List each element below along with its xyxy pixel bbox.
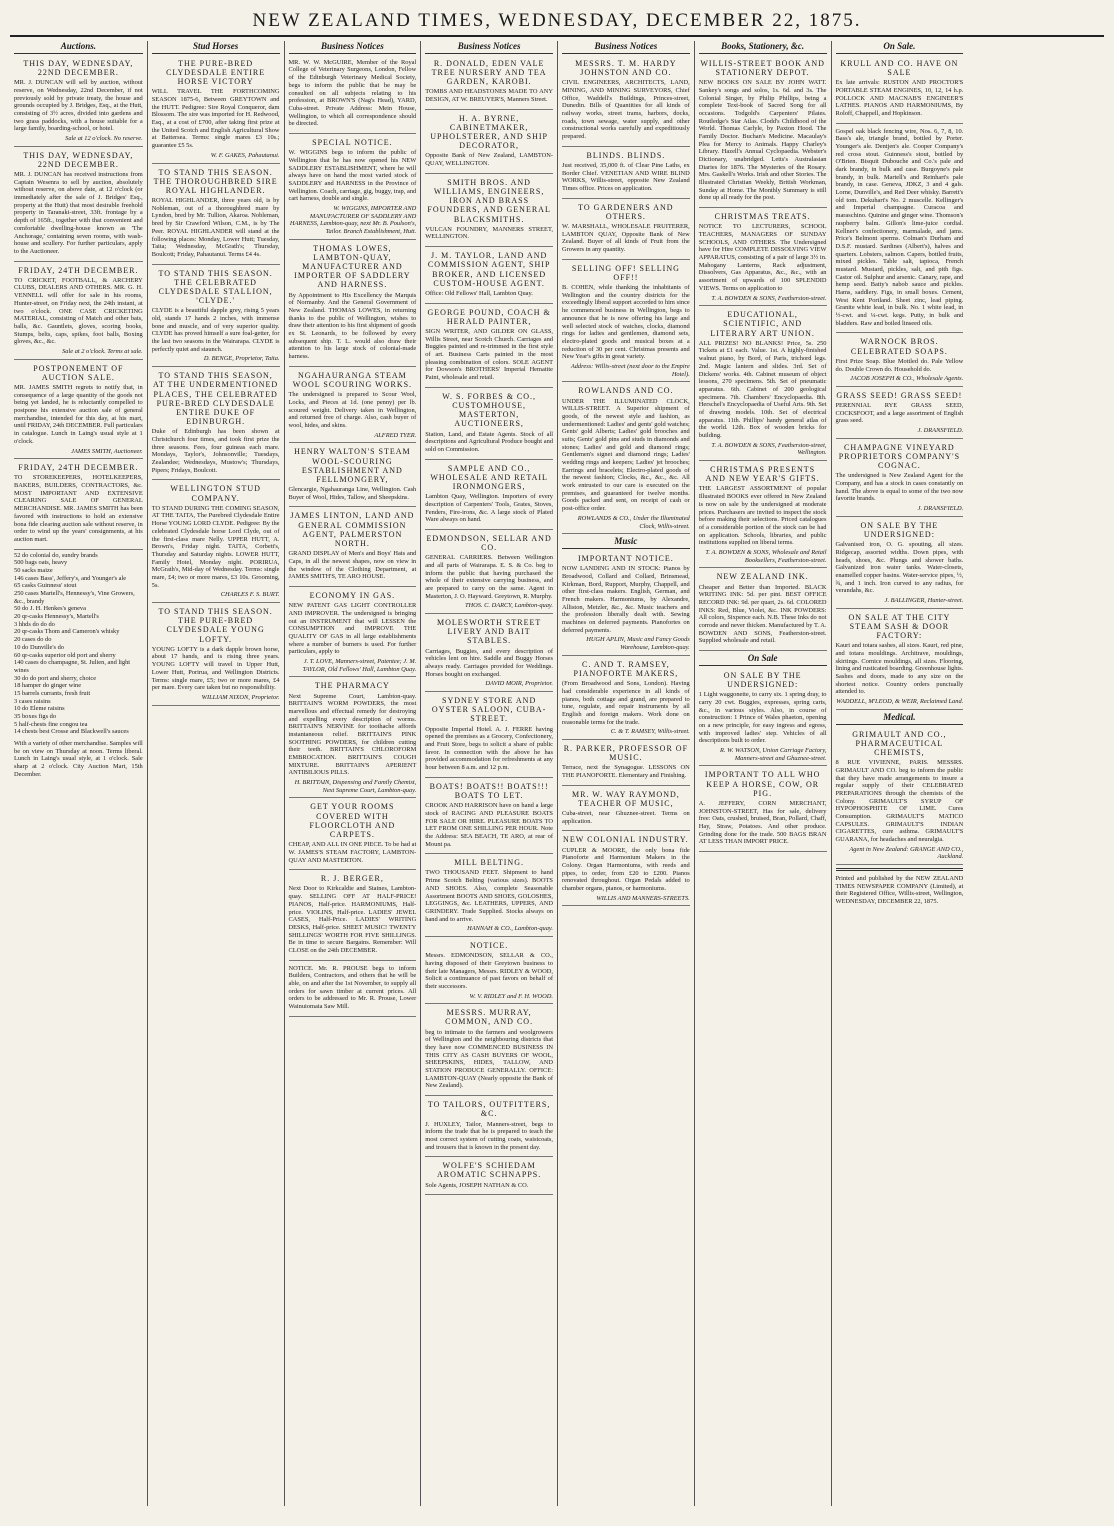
ad-columns [10, 41, 1104, 1506]
list-item: 146 cases Bass', Jeffery's, and Younger's ale [14, 574, 127, 582]
ad-signature: ROWLANDS & CO., Under the Illuminated Clock, Willis-street. [577, 514, 690, 530]
ad-body: Duke of Edinburgh has been shown at Christchurch four times, and took first prize the three seasons. Fees, four guineas each mare. Mondays, Taylor's, Johnsonville; Tuesdays, Zealandee; Wednesdays, Mustow's; Thursdays, Pipers; Fridays, Boulcott. [151, 428, 280, 474]
advertisement [425, 112, 553, 174]
ad-title: TO TAILORS, OUTFITTERS, &C. [427, 1100, 551, 1119]
advertisement [425, 57, 553, 110]
advertisement [562, 788, 690, 832]
ad-title: SELLING OFF! SELLING OFF!! [571, 263, 680, 282]
ad-title: THIS DAY, WEDNESDAY, 22ND DECEMBER. [23, 58, 134, 77]
ad-signature: Sale at 12 o'clock. No reserve. [65, 134, 143, 142]
advertisement [289, 800, 417, 870]
ad-signature: R. W. WATSON, Union Carriage Factory, Manners-street and Ghuznee-street. [720, 747, 827, 762]
ad-signature: Address: Willis-street (next door to the Empire Hotel). [570, 362, 690, 378]
ad-body: Opposite Bank of New Zealand, LAMBTON-QUAY, WELLINGTON. [425, 152, 553, 168]
list-item: 15 barrels currants, fresh fruit [14, 689, 91, 697]
list-item: 500 bags oats, heavy [14, 559, 68, 567]
ad-signature: J. DRANSFIELD. [917, 505, 964, 513]
ad-list [425, 57, 553, 1196]
ad-title: GEORGE POUND, COACH & HERALD PAINTER, [427, 307, 551, 326]
advertisement [152, 369, 280, 480]
ad-body: MR. JAMES SMITH regrets to notify that, in consequence of a large quantity of the goods not being yet landed, he is reluctantly compelled to postpone his extensive auction sale of general merchandise, intended for this day, at his mart, until FRIDAY, 24th DECEMBER. Full particulars in catalogue. Lunch in Laing's usual style at 1 o'clock. [14, 384, 143, 445]
section-header: Stud Horses [152, 41, 280, 54]
ad-body: NOW LANDING AND IN STOCK: Pianos by Broadwood, Collard and Collard, Brinsmead, Kirkman, Bord, Rupport, Murphy, Chappell, and other first-class makers. English, German, and French makers. Harmoniums, by Alexandre, Alliston, Metzler, &c., &c. Music teachers and the profession liberally dealt with. Sewing machines on deferred payments. Pianofortes on deferred payments. [562, 565, 690, 634]
ad-body: Messrs. EDMONDSON, SELLAR & CO., having disposed of their Greytown business to their late Managers, Messrs. RIDLEY & WOOD, Solicit a continuance of past favors on behalf of their successors. [425, 952, 553, 990]
ad-signature: W. F. GAKES, Pahautanui. [210, 151, 280, 159]
advertisement [562, 262, 690, 383]
ad-body: Glencargie, Ngahauranga Line, Wellington. Cash Buyer of Wool, Hides, Tallow, and Sheepskins. [288, 486, 417, 501]
ad-body: The undersigned is prepared to Scour Wool, Locks, and Pieces at 1d. (one penny) per lb. scoured weight. Delivery taken in Wellington, and returned free of charge. Also, cash buyer of wool, hides, and skins. [288, 391, 417, 429]
ad-body: PERENNIAL RYE GRASS SEED, COCKSFOOT, and a large assortment of English grass seed. [835, 402, 964, 425]
advertisement [425, 694, 553, 778]
ad-body: Terrace, next the Synagogue. LESSONS ON THE PIANOFORTE. Elementary and Finishing. [562, 764, 690, 780]
advertisement [836, 57, 964, 124]
advertisement [425, 176, 553, 247]
ad-list [699, 57, 827, 852]
ad-list [836, 57, 964, 865]
ad-title: CHRISTMAS TREATS. [714, 212, 811, 222]
ad-body: First Prize Soap. Blue Mottled do. Pale Yellow do. Double Crown do. Household do. [835, 357, 964, 373]
ad-title: EDUCATIONAL, SCIENTIFIC, AND LITERARY ART UNION. [710, 310, 815, 338]
advertisement [289, 136, 417, 240]
ad-list [14, 57, 143, 550]
ad-title: THE PURE-BRED CLYDESDALE ENTIRE HORSE VICTORY [166, 58, 266, 87]
advertisement [425, 856, 553, 937]
ad-body: CROOK AND HARRISON have on hand a large stock of RACING AND PLEASURE BOATS FOR SALE OR HIRE. PLEASURE BOATS TO LET FROM ONE SHILLING PER HOUR. Note the Address: SEA BEACH, TE ARO, at rear of Mount pa. [425, 802, 553, 848]
auction-footer: With a variety of other merchandise. Samples will be on view on Thursday at noon. Terms liberal. Lunch in Laing's usual style, at 1 o'clock. Sale sharp at 2 o'clock. City Auction Mart, 15th December. [14, 740, 143, 778]
music-header: Music [562, 536, 690, 549]
advertisement [289, 872, 417, 960]
ad-title: WILLIS-STREET BOOK AND STATIONERY DEPOT. [700, 58, 825, 77]
ad-body: B. COHEN, while thanking the inhabitants of Wellington and the country districts for the exceedingly liberal support accorded to him since he commenced business in Wellington, begs to announce that he is now offering his large and well selected stock of watches, clocks, diamond rings for ladies and gentlemen, diamond sets, electro-plated goods and musical boxes at a reduction of 30 per cent. Christmas presents and New Year's gifts in great variety. [562, 284, 690, 361]
ad-title: NGAHAURANGA STEAM WOOL SCOURING WORKS. [292, 370, 413, 390]
advertisement [289, 369, 417, 444]
ad-body: MR. J. DUNCAN has received instructions from Captain Wesenra to sell by auction, absolutely without reserve, on above date, at 12 o'clock (or immediately after the sale of J. Bridges' Esq., property at the Hutt) that most desirable freehold property in Taranaki-street, 33ft. frontage by a depth of 165ft., together with that convenient and comfortable dwelling-house known as 'The Anchorage,' containing seven rooms, with wash-house and scullery. For further particulars, apply to the Auctioneer. [14, 171, 143, 255]
section-header: Business Notices [289, 41, 417, 54]
ad-title: BLINDS. BLINDS. [586, 150, 666, 160]
ad-body: 1 Light waggonette, to carry six. 1 spring dray, to carry 20 cwt. Buggies, expresses, spring carts, &c., in various styles. Also, in course of construction: 1 Prince of Wales phaeton, opening on a new principle, for easy ingress and egress, with improved ladies' step. Vehicles of all descriptions built to order. [698, 691, 827, 745]
newspaper-page [10, 8, 1104, 1508]
ad-list [562, 57, 690, 907]
ad-signature: JAMES SMITH, Auctioneer. [71, 447, 143, 455]
ad-title: TO STAND THIS SEASON. THE PURE-BRED CLYDESDALE YOUNG LOFTY. [158, 607, 273, 644]
advertisement [562, 552, 690, 656]
advertisement [289, 589, 417, 677]
ad-title: WOLFE'S SCHIEDAM AROMATIC SCHNAPPS. [437, 1161, 542, 1180]
ad-signature: H. BRITTAIN, Dispensing and Family Chemist, Next Supreme Court, Lambton-quay. [294, 779, 417, 794]
ad-list [152, 57, 280, 706]
ad-body: ROYAL HIGHLANDER, three years old, is by Nobleman, out of a thoroughbred mare by Lyndon, bred by Mr. Tullion, Akaroa. Nobleman, bred by Sir Crawford Wilson, C.M., is by The Peer. ROYAL HIGHLANDER will stand at the following places: Monday, Lower Hutt; Tuesday, Taita; Wednesday, McGrath's; Thursday, Boulcott; Friday, Pahautanui. Terms £4 4s. [151, 197, 280, 258]
section-header: Business Notices [425, 41, 553, 54]
ad-title: NOTICE. [469, 940, 509, 950]
imprint: Printed and published by the NEW ZEALAND TIMES NEWSPAPER COMPANY (Limited), at their Registered Office, Willis-street, Wellington, WEDNESDAY, DECEMBER 22, 1875. [835, 875, 964, 906]
section-header: Business Notices [562, 41, 690, 54]
ad-title: GRASS SEED! GRASS SEED! [836, 390, 963, 400]
ad-body: NEW PATENT GAS LIGHT CONTROLLER AND IMPROVER. The undersigned is bringing out an INSTRUMENT that will LESSEN the CONSUMPTION and IMPROVE THE QUALITY OF GAS in all large establishments where a number of burners is used. For further particulars, apply to [288, 602, 417, 656]
ad-signature: J. T. LOVE, Manners-street, Patentee; J. M. TAYLOR, Old Fellows' Hall, Lambton Quay. [302, 657, 417, 673]
advertisement [562, 742, 690, 786]
ad-title: GRIMAULT AND CO., PHARMACEUTICAL CHEMISTS, [852, 729, 947, 757]
ad-title: ON SALE AT THE CITY STEAM SASH & DOOR FACTORY: [848, 612, 951, 641]
ad-body: Office: Old Fellows' Hall, Lambton Quay. [425, 289, 533, 297]
ad-title: MESSRS. MURRAY, COMMON, AND CO. [445, 1008, 534, 1027]
ad-signature: HANNAH & CO., Lambton-quay. [467, 925, 553, 933]
ad-signature: CHARLES F. S. BURT. [220, 591, 280, 599]
advertisement [425, 1098, 553, 1157]
ad-title: FRIDAY, 24TH DECEMBER. [18, 463, 139, 473]
ad-body: Just received, 35,000 ft. of Clear Pine Laths, ex Border Chief. VENETIAN AND WIRE BLIND WORKS, Willis-street, opposite New Zealand Times office. Prices on application. [562, 161, 690, 192]
ad-body: Opposite Imperial Hotel. A. J. FERRE having opened the premises as a Grocery, Confectionery, and Fruit Store, begs to solicit a share of public favor. In connection with the above he has provided accommodation for refreshments at any hour between 8 a.m. and 12 p.m. [425, 725, 553, 772]
ad-signature: HUGH APLIN, Music and Fancy Goods Warehouse, Lambton-quay. [586, 636, 690, 652]
ad-body: Sole Agents, JOSEPH NATHAN & CO. [425, 1181, 529, 1189]
advertisement [425, 306, 553, 388]
column-auctions [10, 41, 147, 1506]
ad-title: EDMONDSON, SELLAR AND CO. [426, 533, 552, 553]
advertisement [425, 780, 553, 855]
ad-body: MR. J. DUNCAN will sell by auction, without reserve, on Wednesday, 22nd December, if not previously sold by private treaty, the house and grounds occupied by J. Bridges, Esq., at the Hutt, consisting of 3½ acres, divided into gardens and two grass paddocks, with a house suitable for a large family, boarding-school, or hotel. [14, 79, 143, 133]
ad-title: ROWLANDS AND CO. [578, 386, 674, 396]
ad-body: GRAND DISPLAY of Men's and Boys' Hats and Caps, in all the newest shapes, now on view in the window of the Clothing Department, at JAMES SMITH'S, TE ARO HOUSE. [288, 550, 417, 581]
ad-signature: W. V. RIDLEY and F. H. WOOD. [469, 992, 553, 1000]
ad-title: MILL BELTING. [454, 858, 524, 868]
advertisement [699, 768, 827, 852]
advertisement [836, 335, 964, 386]
ad-body: The undersigned is New Zealand Agent for the Company, and has a stock in cases constantly on hand. The above is equal to some of the two now favorite brands. [835, 472, 964, 503]
list-item: 18 hamper do ginger wine [14, 682, 82, 690]
ad-title: MR. W. WAY RAYMOND, TEACHER OF MUSIC, [571, 789, 680, 808]
ad-title: THE PHARMACY [314, 681, 390, 691]
ad-signature: Agent in New Zealand: GRANGE AND CO., Auckland. [849, 845, 964, 861]
advertisement [425, 1006, 553, 1096]
section-header: Books, Stationery, &c. [699, 41, 827, 54]
ad-body: NEW BOOKS ON SALE BY JOHN WATT. Sankey's songs and solos, 1s. 6d. and 3s. The Colonial Singer, by Philip Phillips, being a complete Text-book of Sacred Song for all occasions. Todgold's Carpenters' Pilates. Routledge's Star Atlas. Clodd's Childhood of the World. Thomas Carlyle, by Paxton Hood. The Family Doctor. Buchan's Medicine. Macaulay's Plea for Mercy to Animals. Happy Charley's Library. Hazell's Annual Cyclopaedia. Webster's Dictionary, unabridged. Letts's Australasian Diaries for 1876. The Mysteries of the Rosary. Mrs. Gaskell's Works. Irish and other Stories. The Illustrated Christian Weekly, British Workman, Sunday at Home. The Monthly Summary is still done up all ready for the post. [698, 79, 827, 202]
section-header: Auctions. [14, 41, 143, 54]
ad-body: YOUNG LOFTY is a dark dapple brown horse, about 17 hands, and is rising three years. YOUNG LOFTY will travel in Upper Hutt, Lower Hutt, Porirua, and Wellington Districts. Terms: single mare, £5; two or more mares, £4 per mare. Every care taken but no responsibility. [151, 645, 280, 692]
ad-title: ON SALE BY THE UNDERSIGNED: [723, 670, 802, 690]
ad-body: Kauri and totara sashes, all sizes. Kauri, red pine, and totara mouldings. Architrave, mouldings, skirtings. Cornice mouldings, all sizes. Flooring, lining and rusticated boarding. Greenhouse lights. Sashes and doors, made to any size on the shortest notice. Country orders punctually attended to. [835, 642, 964, 696]
advertisement [699, 57, 827, 208]
list-item: 50 do J. H. Henkes's geneva [14, 605, 86, 613]
advertisement [152, 267, 280, 368]
ad-body: Station, Land, and Estate Agents. Stock of all descriptions and Agricultural Produce bought and sold on Commission. [425, 430, 553, 453]
advertisement [562, 658, 690, 740]
ad-title: CHAMPAGNE VINEYARD PROPRIETORS COMPANY'S COGNAC. [838, 442, 961, 471]
list-item: 250 cases Martell's, Hennessy's, Vine Growers, &c., brandy [14, 590, 135, 605]
advertisement [14, 57, 143, 147]
ad-title: TO GARDENERS AND OTHERS. [578, 202, 674, 221]
column-on-sale [831, 41, 968, 1506]
ad-title: SYDNEY STORE AND OYSTER SALOON, CUBA-STREET. [431, 696, 547, 724]
list-item: 65 casks Guinness' stout [14, 582, 77, 590]
ad-title: TO STAND THIS SEASON, AT THE UNDERMENTIONED PLACES, THE CELEBRATED PURE-BRED CLYDESDALE ENTIRE DUKE OF EDINBURGH. [153, 371, 279, 427]
list-item: 30 do do port and sherry, choice [14, 674, 97, 682]
column-business-notices-2 [420, 41, 557, 1506]
advertisement [562, 149, 690, 199]
ad-title: IMPORTANT NOTICE. [578, 554, 674, 564]
advertisement [425, 616, 553, 692]
ad-signature: WILLIAM NIXON, Proprietor. [201, 693, 280, 701]
list-item: 50 sacks maize [14, 566, 53, 574]
ad-body: TO STOREKEEPERS, HOTELKEEPERS, BAKERS, BUILDERS, CONTRACTORS, &c. MOST IMPORTANT AND EXTENSIVE CLEARING SALE OF GENERAL MERCHANDISE. MR. JAMES SMITH has been favored with instructions to hold an extensive bona fide clearing auction sale without reserve, in order to wind up the years' consignments, at his auction mart. [14, 474, 143, 543]
ad-body: Lambton Quay, Wellington. Importers of every description of Carpenters' Tools, Grates, Stoves, Fenders, Fire-irons, &c. A large stock of Plated Ware always on hand. [425, 493, 553, 524]
advertisement [425, 390, 553, 460]
advertisement [152, 166, 280, 265]
advertisement [425, 532, 553, 614]
advertisement [836, 519, 964, 609]
ad-body: W. WIGGINS begs to inform the public of Wellington that he has now opened his NEW SADDLERY ESTABLISHMENT, where he will always have on hand the most varied stock of SADDLERY and HARNESS in the Province of Wellington. Coach, carriage, gig, buggy, trap, and cart harness, double and single. [288, 149, 417, 203]
ad-title: NEW COLONIAL INDUSTRY. [563, 835, 689, 845]
ad-signature: T. A. BOWDEN & SONS, Featherston-street. [711, 294, 827, 302]
advertisement [699, 463, 827, 568]
list-item: 10 do Eleme raisins [14, 705, 65, 713]
advertisement [289, 509, 417, 587]
ad-signature: W. WIGGINS, IMPORTER AND MANUFACTURER OF SADDLERY AND HARNESS, Lambton-quay, next Mr. B. Poulson's, Tailor. Branch Establishment, Hutt. [289, 204, 417, 236]
advertisement [562, 384, 690, 534]
ad-title: KRULL AND CO. HAVE ON SALE [840, 58, 959, 77]
ad-body: Ex late arrivals: RUSTON AND PROCTOR'S PORTABLE STEAM ENGINES, 10, 12, 14 h.p. POLLOCK AND MACNAB'S ENGINEER'S LATHES. PIANOS AND HARMONIUMS, By Roloff, Chappell, and Hopkinson. [835, 79, 964, 117]
ad-body: CIVIL ENGINEERS, ARCHITECTS, LAND, MINING, AND MINING SURVEYORS, Chief Office, Waddell's Buildings, Princes-street, Dunedin. Bills of Quantities for all kinds of railway works, street trams, harbors, docks, roads, town sewage, water supply, and other constructional works carefully and expeditiously prepared. [562, 79, 690, 140]
ad-body: 8 RUE VIVIENNE, PARIS. MESSRS. GRIMAULT AND CO. beg to inform the public that they have made arrangements to insure a regular supply of their CELEBRATED PREPARATIONS through the chemists of the Colony. GRIMAULT'S SYRUP OF HYPOPHOSPHITE OF LIME. Cures Consumption. GRIMAULT'S MATICO CAPSULES. GRIMAULT'S INDIAN CIGARETTES, cure asthma. GRIMAULT'S GUARANA, for headaches and neuralgia. [835, 759, 964, 844]
advertisement [562, 833, 690, 906]
advertisement [836, 611, 964, 710]
ad-signature: Sale at 2 o'clock. Terms at sale. [62, 347, 143, 355]
advertisement [289, 445, 417, 507]
ad-signature: C. & T. RAMSEY, Willis-street. [610, 728, 690, 736]
masthead: NEW ZEALAND TIMES, WEDNESDAY, DECEMBER 22, 1875. [10, 8, 1104, 37]
column-stud-horses [147, 41, 284, 1506]
ad-body: NOTICE TO LECTURERS, SCHOOL TEACHERS, MANAGERS OF SUNDAY SCHOOLS, AND OTHERS. The Undersigned have for Hire COMPLETE DISSOLVING VIEW APPARATUS, consisting of a pair of large 3½ in. Mahogany Lanterns, Rack adjustment, Dissolvers, Gas Apparatus, &c., &c., with an assortment of upwards of 100 SPLENDID VIEWS. Terms on application to [698, 223, 827, 292]
list-item: 5 half-chests fine congou tea [14, 720, 88, 728]
ad-body: Next Door to Kirkcaldie and Staines, Lambton-quay. SELLING OFF AT HALF-PRICE! PIANOS, Half-price. HARMONIUMS, Half-price. VIOLINS, Half-price. LADIES' JEWEL CASES, Half-Price. LADIES' WRITING DESKS, Half-price. SHEET MUSIC! TWENTY SHILLINGS' WORTH FOR FIVE SHILLINGS. Be in time to secure Bargains. Remember: Will CLOSE on the 24th DECEMBER. [288, 885, 417, 954]
advertisement [14, 362, 143, 460]
ad-signature: THOS. C. DARCY, Lambton-quay. [464, 602, 553, 610]
ad-title: GET YOUR ROOMS COVERED WITH FLOORCLOTH AND CARPETS. [309, 802, 396, 840]
ad-body: Cuba-street, near Ghuznee-street. Terms on application. [562, 810, 690, 825]
advertisement [152, 605, 280, 706]
ad-list [289, 57, 417, 1017]
ad-title: FRIDAY, 24TH DECEMBER. [18, 265, 139, 275]
ad-title: WARNOCK BROS. CELEBRATED SOAPS. [850, 337, 948, 356]
ad-signature: DAVID MOIR, Proprietor. [485, 680, 553, 688]
column-books-stationery [694, 41, 831, 1506]
ad-signature: J. BALLINGER, Hunter-street. [884, 597, 964, 605]
advertisement [699, 308, 827, 461]
ad-body: TO CRICKET, FOOTBALL, & ARCHERY CLUBS, DEALERS AND OTHERS. MR. G. H. VENNELL will offer for sale in his rooms, Hunter-street, on Friday next, the 24th instant, at two o'clock. ONE CASE CRICKETING MATERIAL, consisting of Match and other bats, balls, &c. Gauntlets, gloves, scoring books, Stumps, belts, caps, spikes, foot balls, Boxing gloves, &c., &c. [14, 276, 143, 346]
ad-body: CLYDE is a beautiful dapple grey, rising 5 years old, stands 17 hands 2 inches, with immense bone and muscle, and of very superior quality. CLYDE has proved himself a sure foal-getter, for the last two seasons in the Wairarapa. CLYDE is perfectly quiet and staunch. [151, 307, 280, 353]
list-item: 140 cases do champagne, St. Julien, and light wines [14, 659, 131, 674]
ad-title: SMITH BROS. AND WILLIAMS, ENGINEERS, IRON AND BRASS FOUNDERS, AND GENERAL BLACKSMITHS. [427, 177, 551, 224]
ad-body: SIGN WRITER, AND GILDER ON GLASS, Willis Street, near Scotch Church. Carriages and Buggies painted and re-trimmed in the first style of art. Business Carts painted in the most pleasing combination of colors. SOLE AGENT for Dowson's BROTHERS' Imperial Hematite Paint, wholesale and retail. [425, 327, 553, 382]
advertisement [836, 389, 964, 439]
advertisement [425, 462, 553, 530]
ad-title: IMPORTANT TO ALL WHO KEEP A HORSE, COW, OR PIG. [704, 770, 821, 798]
ad-body: THE LARGEST ASSORTMENT of popular Illustrated BOOKS ever offered in New Zealand is now on sale by the undersigned at moderate prices. Purchasers are invited to inspect the stock before making their selections. Priced catalogues of a considerable portion of the stock can be had on application. Schools, libraries, and public institutions supplied on liberal terms. [698, 485, 827, 547]
ad-title: R. PARKER, PROFESSOR OF MUSIC. [563, 743, 689, 763]
ad-body: NOTICE. Mr. R. PROUSE begs to inform Builders, Contractors, and others that he will be able, on and after the 1st November, to supply all orders for sawn timber at current prices. All orders to be addressed to Mr. R. Prouse, Lower Wainuiomata Saw Mill. [288, 964, 417, 1011]
list-item: 35 boxes figs do [14, 713, 57, 721]
advertisement [425, 939, 553, 1004]
ad-title: SAMPLE AND CO., WHOLESALE AND RETAIL IRONMONGERS, [430, 463, 548, 491]
section-header: On Sale. [836, 41, 964, 54]
ad-signature: JACOB JOSEPH & CO., Wholesale Agents. [850, 375, 964, 383]
ad-body: By Appointment to His Excellency the Marquis of Normanby. And the General Government of New Zealand. THOMAS LOWES, in returning thanks to the public of Wellington, wishes to draw their attention to his first shipment of goods ex St. Leonards, to be followed by every subsequent ship. T. L. would also draw their attention to his large stock of colonial-made harness. [288, 291, 417, 361]
ad-signature: T. A. BOWDEN & SONS, Featherston-street, Wellington. [711, 441, 827, 457]
ad-body: (From Broadwood and Sons, London). Having had considerable experience in all kinds of pianos, both cottage and grand, are prepared to tune, regulate, and repair instruments by all English and foreign makers. Work done on reasonable terms for the trade. [562, 680, 690, 726]
ad-title: POSTPONEMENT OF AUCTION SALE. [33, 363, 124, 382]
ad-body: CUPLER & MOORE, the only bona fide Pianoforte and Harmonium Makers in the Colony. Organ Harmoniums, with reeds and pipes, to order, from £20 to £200. Pianos renovated throughout. Organ Pedals added to chamber organs, pianos, or harmoniums. [562, 846, 690, 893]
ad-title: CHRISTMAS PRESENTS AND NEW YEAR'S GIFTS. [705, 465, 820, 484]
ad-signature: ALFRED TYER. [374, 431, 417, 439]
ad-body: W. MARSHALL, WHOLESALE FRUITERER, LAMBTON QUAY, Opposite Bank of New Zealand. Buyer of all kinds of Fruit from the Growers in any quantity. [562, 222, 690, 254]
advertisement [289, 679, 417, 798]
advertisement [425, 249, 553, 303]
ad-signature: T. A. BOWDEN & SONS, Wholesale and Retail Booksellers, Featherston-street. [705, 548, 827, 564]
ad-signature: WADDELL, M'LEOD, & WEIR, Reclaimed Land. [836, 698, 964, 706]
list-item: 14 chests best Crosse and Blackwell's sauces [14, 728, 129, 736]
list-item: 52 do colonial do, sundry brands [14, 551, 98, 559]
ad-title: BOATS! BOATS!! BOATS!!! BOATS TO LET. [429, 781, 549, 800]
advertisement [14, 149, 143, 262]
list-item: 20 cases do do [14, 636, 52, 644]
ad-signature: D. BENGE, Proprietor, Taita. [203, 355, 280, 363]
ad-title: C. AND T. RAMSEY, PIANOFORTE MAKERS, [573, 659, 679, 678]
ad-body: CHEAP, AND ALL IN ONE PIECE. To be had at W. JAMES'S STEAM FACTORY, LAMBTON-QUAY AND MASTERTON. [288, 841, 417, 864]
ad-body: Galvanised iron, O. G. spouting, all sizes. Ridgecap, assorted widths. Down pipes, with heads, shoes, &c. Plungs and shower baths. Galvanized iron water tanks. Water-closets, enamelled copper basins. Water-service pipes, ½, ¾, and 1 inch. Iron curved to any radius, for verandahs, &c. [835, 541, 964, 595]
advertisement [699, 570, 827, 651]
ad-title: HENRY WALTON'S STEAM WOOL-SCOURING ESTABLISHMENT AND FELLMONGERY, [294, 447, 411, 484]
advertisement [836, 728, 964, 866]
ad-body: UNDER THE ILLUMINATED CLOCK, WILLIS-STREET. A Superior shipment of goods, of the newest style and fashion, as undermentioned: Ladies' and gents' gold watches; Gents' gold Alberts; Ladies' gold brooches and suits; Gents' gold pins and studs in diamonds and stones; Ladies' and gold and diamond rings; Gentlemen's signet and diamond rings; Ladies' wedding rings and keepers; Ladies' jet brooches; Earrings and bracelets; Electro-plated goods of the newest fashion; Clocks, &c., &c., &c. All work entrusted to our care is executed on the premises, and guaranteed for twelve months. Goods packed and sent, on receipt of cash or post-office order. [562, 397, 690, 513]
ad-body: ALL PRIZES! NO BLANKS! Price, 5s. 250 Tickets at £1 each. Value. 1st. A highly-finished walnut piano, by Bord, of Paris, trichord legs. 2nd. Magic lantern and slides. 3rd. Set of Dickens' works. 4th. Cabinet museum of object lessons, 270 specimens. 5th. Set of pneumatic apparatus. 6th. Cabinet of 200 geological specimens. 7th. Chambers' Encyclopaedia. 8th. Herschel's Encyclopaedia of Useful Arts. 9th. Set of drawing models. 10th. Set of electrical apparatus. 11th. Phillips' handy general atlas of the world. 12th. Box of wooden bricks for building. [698, 339, 827, 440]
advertisement [699, 669, 827, 767]
medical-header: Medical. [836, 712, 964, 725]
ad-body: VULCAN FOUNDRY, MANNERS STREET, WELLINGTON. [425, 225, 553, 241]
ad-title: J. M. TAYLOR, LAND AND COMMISSION AGENT, SHIP BROKER, AND LICENSED CUSTOM-HOUSE AGENT. [427, 251, 551, 288]
ad-title: R. J. BERGER, [320, 874, 384, 884]
ad-title: TO STAND THIS SEASON. THE THOROUGHBRED SIRE ROYAL HIGHLANDER. [153, 167, 278, 195]
ad-body: GENERAL CARRIERS. Between Wellington and all parts of Wairarapa. E. S. & Co. beg to inform the public that having purchased the whole of their extensive carrying business, and are prepared to carry on the same. Agent in Masterton, J. O. Hayward. Greytown, R. Murphy. [425, 554, 553, 600]
advertisement [152, 482, 280, 603]
ad-body: J. HUXLEY, Tailor, Manners-street, begs to inform the trade that he is prepared to teach the most correct system of cutting coats, waistcoats, and trousers that is known in the present day. [425, 1120, 553, 1151]
list-item: 20 qr-casks Thom and Cameron's whisky [14, 628, 120, 636]
advertisement [836, 126, 964, 334]
ad-body: beg to intimate to the farmers and woolgrowers of Wellington and the neighbouring districts that they have now COMMENCED BUSINESS IN THIS CITY AS CASH BUYERS OF WOOL, SHEEPSKINS, HIDES, TALLOW, AND STATION PRODUCE GENERALLY. OFFICE: LAMBTON-QUAY (Nearly opposite the Bank of New Zealand). [425, 1028, 553, 1090]
ad-body: Gospel oak black fencing wire, Nos. 6, 7, 8, 10. Bass's ale, triangle brand, bottled by Porter. Younger's ale. Dentjen's ale. Cooper Company's red cross stout. Guinness's stout, bottled by O'Brien. Bisquit Dubouche and Co.'s pale and dark brandy, in bulk and case. Burgoyne's pale brandy, in bulk. Martell's and Reinhart's pale brandy, in case. Geneva, JDKZ, 3 and 4 gals. Lorne, Dunville's, and Red Deer whisky. Barrett's old tom. Dekuhart's No. 2 muscelle. Kellinger's and Imperial champagne. Curacoa and maraschino. Quinine and ginger wine. Thomson's raspberry balm. Gillon's lime-juice cordial. Kellner's confectionery, marmalade, and jams. Price's Belmont sperms. Colman's Durham and D.S.F. mustard. Sardines (Albert's), halves and quarters. Lobsters, salmon. Capers, bottled fruits, mixed pickles. Table salt, tapioca, French mustard. Mustard, pickles, salt, and pith figs. Castor oil. Sulphur and arsenic. Canary, rape, and hemp seed. Batty's nabob sauce and pickles. Hams, saddlery. Figs, in small boxes. Cement, West Kent Portland. Sheet zinc, lead piping. Granite white lead, in bulk. No. 1 white lead, in ½-cwt. and ¼-cwt. kegs. Putty, in bulk and bladders. Raw and boiled linseed oils. [835, 127, 964, 327]
ad-title: THOMAS LOWES, LAMBTON-QUAY, MANUFACTURER AND IMPORTER OF SADDLERY AND HARNESS. [294, 243, 411, 290]
list-item: 20 qr-casks Hennessy's, Martell's [14, 613, 99, 621]
advertisement [14, 461, 143, 549]
ad-title: WELLINGTON STUD COMPANY. [170, 484, 261, 503]
advertisement [562, 57, 690, 147]
ad-title: ON SALE BY THE UNDERSIGNED: [860, 520, 939, 540]
ad-title: H. A. BYRNE, CABINETMAKER, UPHOLSTERER, AND SHIP DECORATOR, [430, 113, 548, 151]
ad-body: MR. W. W. McGUIRE, Member of the Royal College of Veterinary Surgeons, London, Fellow of the Edinburgh Veterinary Medical Society, begs to inform the public that he may be consulted on all subjects relating to his profession, at BROWN'S (Nag's Head), YARD, Cuba-street. Private Address: Mein House, Wellington, to which all correspondence should be directed. [288, 58, 417, 128]
ad-title: MESSRS. T. M. HARDY JOHNSTON AND CO. [575, 58, 677, 77]
advertisement [289, 242, 417, 367]
ad-body: A. JEFFERY, CORN MERCHANT, JOHNSTON-STREET, Has for sale, delivery free: Oats, crushed, bruised, Bran, Pollard, Chaff, Hay, Straw, Potatoes. And other produce. Grinding done for the trade. 500 BAGS BRAN AT LESS THAN IMPORT PRICE. [698, 799, 827, 846]
ad-body: Carriages, Buggies, and every description of vehicles lent on hire. Saddle and Buggy Horses always ready. Carriages provided for Weddings. Horses bought on exchanged. [425, 647, 553, 678]
ad-title: NEW ZEALAND INK. [716, 572, 809, 582]
merchandise-list [14, 552, 143, 737]
ad-title: ECONOMY IN GAS. [309, 590, 396, 600]
list-item: 3 hhds do do do [14, 620, 55, 628]
on-sale-header: On Sale [699, 653, 827, 666]
advertisement [152, 57, 280, 164]
list-item: 3 cases raisins [14, 697, 51, 705]
ad-title: W. S. FORBES & CO., CUSTOMHOUSE, MASTERTON, AUCTIONEERS, [442, 391, 537, 429]
ad-signature: WILLIS AND MANNERS-STREETS. [596, 894, 690, 902]
list-item: 10 do Dunville's do [14, 643, 64, 651]
ad-title: THIS DAY, WEDNESDAY, 22ND DECEMBER. [23, 150, 134, 169]
advertisement [14, 264, 143, 360]
ad-title: JAMES LINTON, LAND AND GENERAL COMMISSION AGENT, PALMERSTON NORTH. [290, 511, 415, 549]
ad-body: Next Supreme Court, Lambton-quay. BRITTAIN'S WORM POWDERS, the most marvellous and effectual remedy for destroying and expelling every description of worms. BRITTAIN'S NERVINE for toothache affords instantaneous relief. BRITTAIN'S PINK SOOTHING POWDERS, for children cutting their teeth. BRITTAIN'S CHLOROFORM EMBROCATION. BRITTAIN'S COUGH MIXTURE. BRITTAIN'S APERIENT ANTIBILIOUS PILLS. [288, 692, 417, 777]
advertisement [699, 210, 827, 306]
ad-body: WILL TRAVEL THE FORTHCOMING SEASON 1875-6, Between GREYTOWN and the HUTT. Pedigree: Sire Royal Conqueror, dam Blossom. The sire was imported for H. Redwood, Esq., at a cost of £700, after taking first prize at the United Scotch and English Agricultural Show at Battersea. Terms: single mares £3 10s.; guarantee £5 5s. [151, 88, 280, 150]
divider [836, 868, 964, 871]
ad-title: TO STAND THIS SEASON. THE CELEBRATED CLYDESDALE STALLION, 'CLYDE.' [158, 268, 273, 306]
ad-title: MOLESWORTH STREET LIVERY AND BAIT STABLES. [436, 618, 542, 646]
ad-title: SPECIAL NOTICE. [312, 137, 393, 147]
ad-body: Cheaper and Better than Imported. BLACK WRITING INK: 5d. per pint. BEST OFFICE RECORD INK: 9d. per quart, 2s. 6d. COLORED INKS: Red, Blue, Violet, &c. INK POWDERS: All colors, Sixpence each. N.B. These Inks do not corrode and never thicken. Manufactured by T. A. BOWDEN AND SONS, Featherston-street. Supplied wholesale and retail. [698, 583, 827, 645]
ad-title: R. DONALD, EDEN VALE TREE NURSERY AND TEA GARDEN, KAROBI. [431, 58, 547, 87]
ad-body: TO STAND DURING THE COMING SEASON, AT THE TAITA, The Purebred Clydesdale Entire Horse YOUNG LORD CLYDE. Pedigree: By the celebrated Clydesdale horse Lord Clyde, out of the first-class mare Nelly. UPPER HUTT, A. Brown's, Friday night. TAITA, Corbett's, Thursday and Saturday nights. LOWER HUTT, Family Hotel, Monday night. PORIRUA, McGrath's, Mid-day of Wednesday. Terms: single mare, £4; two or more mares, £3 10s. Grooming, 5s. [151, 504, 280, 589]
list-item: 60 qr-casks superior old port and sherry [14, 651, 116, 659]
advertisement [289, 57, 417, 134]
advertisement [836, 441, 964, 517]
column-business-notices-3 [557, 41, 694, 1506]
advertisement [562, 201, 690, 260]
ad-body: TWO THOUSAND FEET. Shipment to hand Prime Scotch Belting (various sizes). BOOTS AND SHOES. Also, complete Seasonable Assortment BOOTS AND SHOES, GOLOSHES, LEGGINGS, &c. LEATHERS, UPPERS, AND GRINDERY. Trade Supplied. Stocks always on hand and to arrive. [425, 869, 553, 923]
column-business-notices-1 [284, 41, 421, 1506]
advertisement [425, 1159, 553, 1195]
ad-signature: J. DRANSFIELD. [917, 427, 964, 435]
ad-body: TOMBS AND HEADSTONES MADE TO ANY DESIGN, AT W. BREUYER'S, Manners Street. [425, 88, 553, 104]
advertisement [289, 963, 417, 1017]
